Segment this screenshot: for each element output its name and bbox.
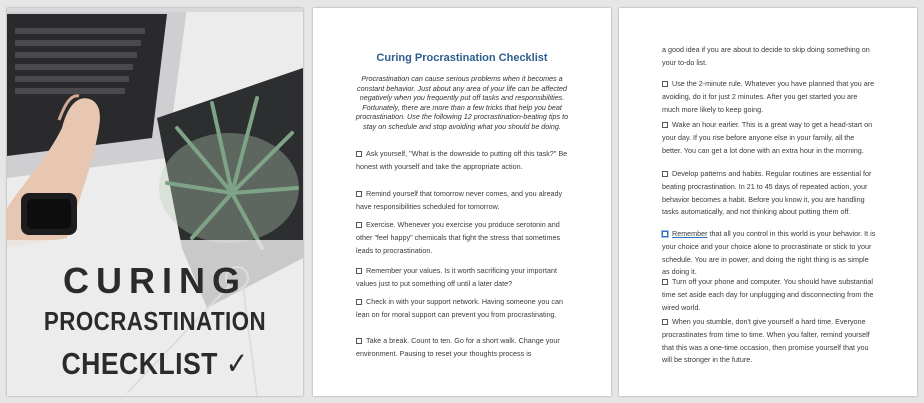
checklist-item-text: Exercise. Whenever you exercise you produce serotonin and other "feel happy" chemicals that fight the stress that sometimes leads to procrastination. — [356, 220, 561, 255]
highlighted-word: Remember — [672, 229, 708, 238]
checkbox-icon[interactable] — [662, 81, 668, 87]
continued-text: a good idea if you are about to decide to skip doing something on your to-do list. — [662, 45, 870, 67]
checklist-item — [356, 265, 570, 291]
checklist-item-text: Develop patterns and habits. Regular routines are essential for beating procrastination. In 21 to 45 days of repeated action, your behavior becomes a habit. Before you know it, you are handling tasks automatically, and not thinking about putting them off. — [662, 169, 872, 217]
checkbox-icon[interactable] — [662, 171, 668, 177]
checklist-page-1[interactable] — [313, 8, 611, 396]
cover-page[interactable] — [7, 8, 303, 396]
cover-title-line-3 — [28, 346, 283, 382]
checklist-item — [356, 188, 570, 214]
checkbox-icon[interactable] — [662, 122, 668, 128]
checklist-item-text: Turn off your phone and computer. You should have substantial time set aside each day for unplugging and disconnecting from the wired world. — [662, 277, 874, 312]
checklist-item-text: Remember your values. Is it worth sacrificing your important values just to put something off until a later date? — [356, 266, 557, 288]
checkbox-icon[interactable] — [662, 319, 668, 325]
checkbox-icon[interactable] — [356, 338, 362, 344]
document-title: Curing Procrastination Checklist — [376, 52, 548, 64]
checklist-item-text: that all you control in this world is your behavior. It is your choice and your choice alone to procrastinate or stick to your schedule. You are in power, and doing the right thing is as simple as doing it. — [662, 229, 876, 277]
checkbox-icon[interactable] — [356, 191, 362, 197]
smartwatch-image — [21, 193, 77, 235]
checkmark-icon: ✓ — [225, 346, 249, 381]
checklist-item — [356, 296, 570, 322]
checklist-item — [356, 148, 570, 174]
checkbox-icon[interactable] — [662, 231, 668, 237]
checkbox-icon[interactable] — [356, 222, 362, 228]
checklist-item-text: Use the 2-minute rule. Whatever you have planned that you are avoiding, do it for just 2 minutes. After you get started you are much more likely to keep going. — [662, 79, 875, 114]
checkbox-icon[interactable] — [662, 279, 668, 285]
checklist-item — [662, 276, 876, 314]
cover-title-checklist: CHECKLIST — [61, 346, 218, 381]
checklist-item — [662, 78, 876, 116]
checklist-item — [662, 119, 876, 157]
checklist-item — [662, 316, 876, 367]
checklist-item-text: Remind yourself that tomorrow never comes, and you already have responsibilities scheduled for tomorrow. — [356, 189, 563, 211]
checklist-item — [356, 335, 570, 361]
checklist-item-text: Check in with your support network. Having someone you can lean on for moral support can prevent you from procrastinating. — [356, 297, 563, 319]
checklist-item — [356, 219, 570, 257]
cover-title-line-2: PROCRASTINATION — [43, 306, 267, 336]
checkbox-icon[interactable] — [356, 299, 362, 305]
checkbox-icon[interactable] — [356, 268, 362, 274]
cover-title-line-1: CURING — [63, 260, 247, 301]
checklist-item-text: Wake an hour earlier. This is a great way to get a head-start on your day. If you rise before anyone else in your family, all the better. You can get a lot done with an extra hour in the morning. — [662, 120, 873, 155]
checklist-item — [662, 228, 876, 279]
checkbox-icon[interactable] — [356, 151, 362, 157]
checklist-item-text: Take a break. Count to ten. Go for a short walk. Change your environment. Pausing to reset your thoughts process is — [356, 336, 560, 358]
checklist-item-text: Ask yourself, "What is the downside to putting off this task?" Be honest with yourself and take the appropriate action. — [356, 149, 568, 171]
intro-paragraph: Procrastination can cause serious problems when it becomes a constant behavior. Just about any area of your life can be affected negatively when you frequently put off tasks and responsibilities. Fortunately, there are more than a few tricks that help you beat procrastination. Use the following 12 procrastination-beating tips to stay on schedule and stop avoiding what you should be doing. — [355, 74, 569, 131]
checklist-item-text: When you stumble, don't give yourself a hard time. Everyone procrastinates from time to time. When you falter, remind yourself that this was a one-time occasion, then promise yourself that you will be stronger in the future. — [662, 317, 870, 365]
checklist-page-2[interactable] — [619, 8, 917, 396]
checklist-item — [662, 168, 876, 219]
